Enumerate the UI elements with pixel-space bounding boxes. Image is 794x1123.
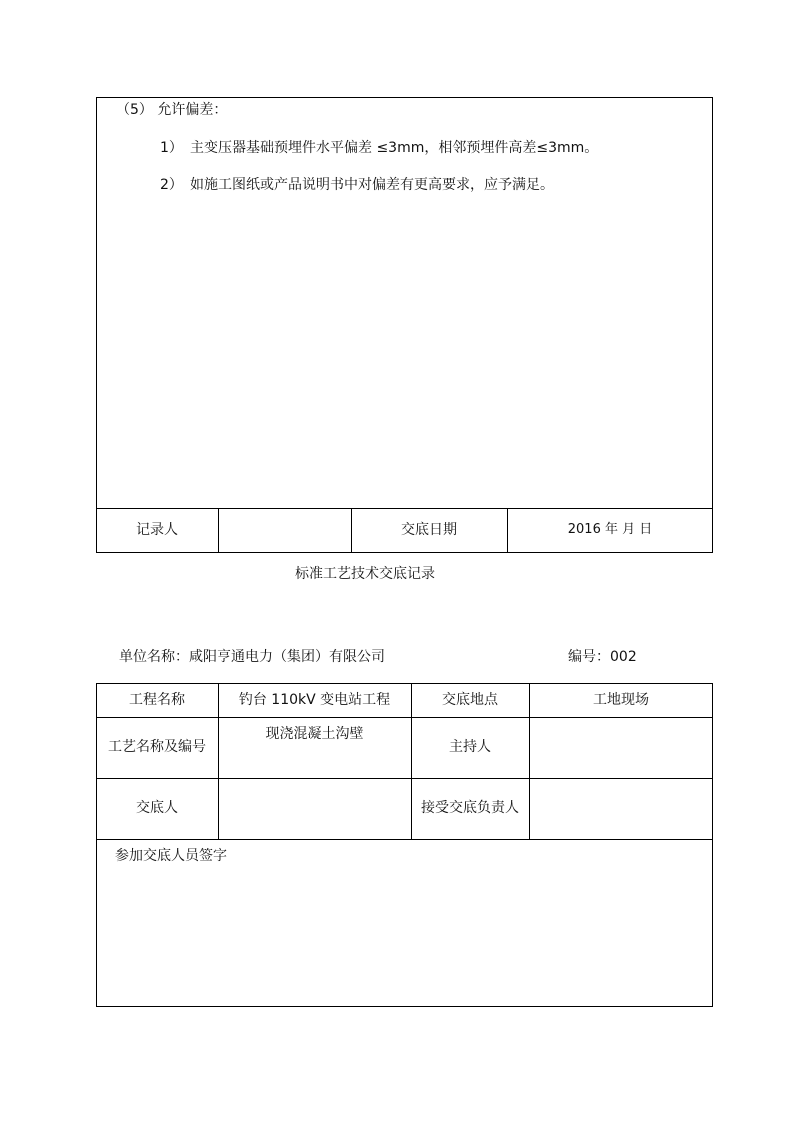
form-title: 标准工艺技术交底记录	[295, 566, 435, 582]
tolerance-item-2-number: 2）	[160, 177, 183, 193]
recorder-label: 记录人	[136, 522, 178, 538]
host-label: 主持人	[449, 739, 491, 755]
form-row-divider-1	[96, 717, 713, 718]
process-name-value: 现浇混凝土沟壁	[265, 726, 364, 742]
record-col-divider-1	[218, 508, 219, 553]
tolerance-section-box	[96, 97, 713, 553]
tolerance-heading: （5） 允许偏差：	[116, 102, 228, 118]
project-name-label: 工程名称	[129, 692, 185, 708]
unit-name: 单位名称：咸阳亨通电力（集团）有限公司	[119, 649, 385, 665]
date-label: 交底日期	[401, 522, 457, 538]
form-row-divider-2	[96, 778, 713, 779]
tolerance-item-2-text: 如施工图纸或产品说明书中对偏差有更高要求，应予满足。	[190, 177, 554, 193]
tolerance-item-1-number: 1）	[160, 140, 183, 156]
receiver-label: 接受交底负责人	[421, 800, 519, 816]
location-label: 交底地点	[442, 692, 498, 708]
tolerance-item-1-text: 主变压器基础预埋件水平偏差 ≤3mm，相邻预埋件高差≤3mm。	[190, 140, 599, 156]
process-name-label: 工艺名称及编号	[108, 739, 206, 755]
record-row-divider	[96, 508, 713, 509]
presenter-label: 交底人	[136, 800, 178, 816]
location-value: 工地现场	[593, 692, 649, 708]
signature-label: 参加交底人员签字	[115, 848, 227, 864]
date-value: 2016 年 月 日	[567, 522, 653, 537]
document-number: 编号：002	[568, 649, 637, 665]
project-name-value: 钓台 110kV 变电站工程	[238, 692, 391, 708]
form-row-divider-3	[96, 839, 713, 840]
